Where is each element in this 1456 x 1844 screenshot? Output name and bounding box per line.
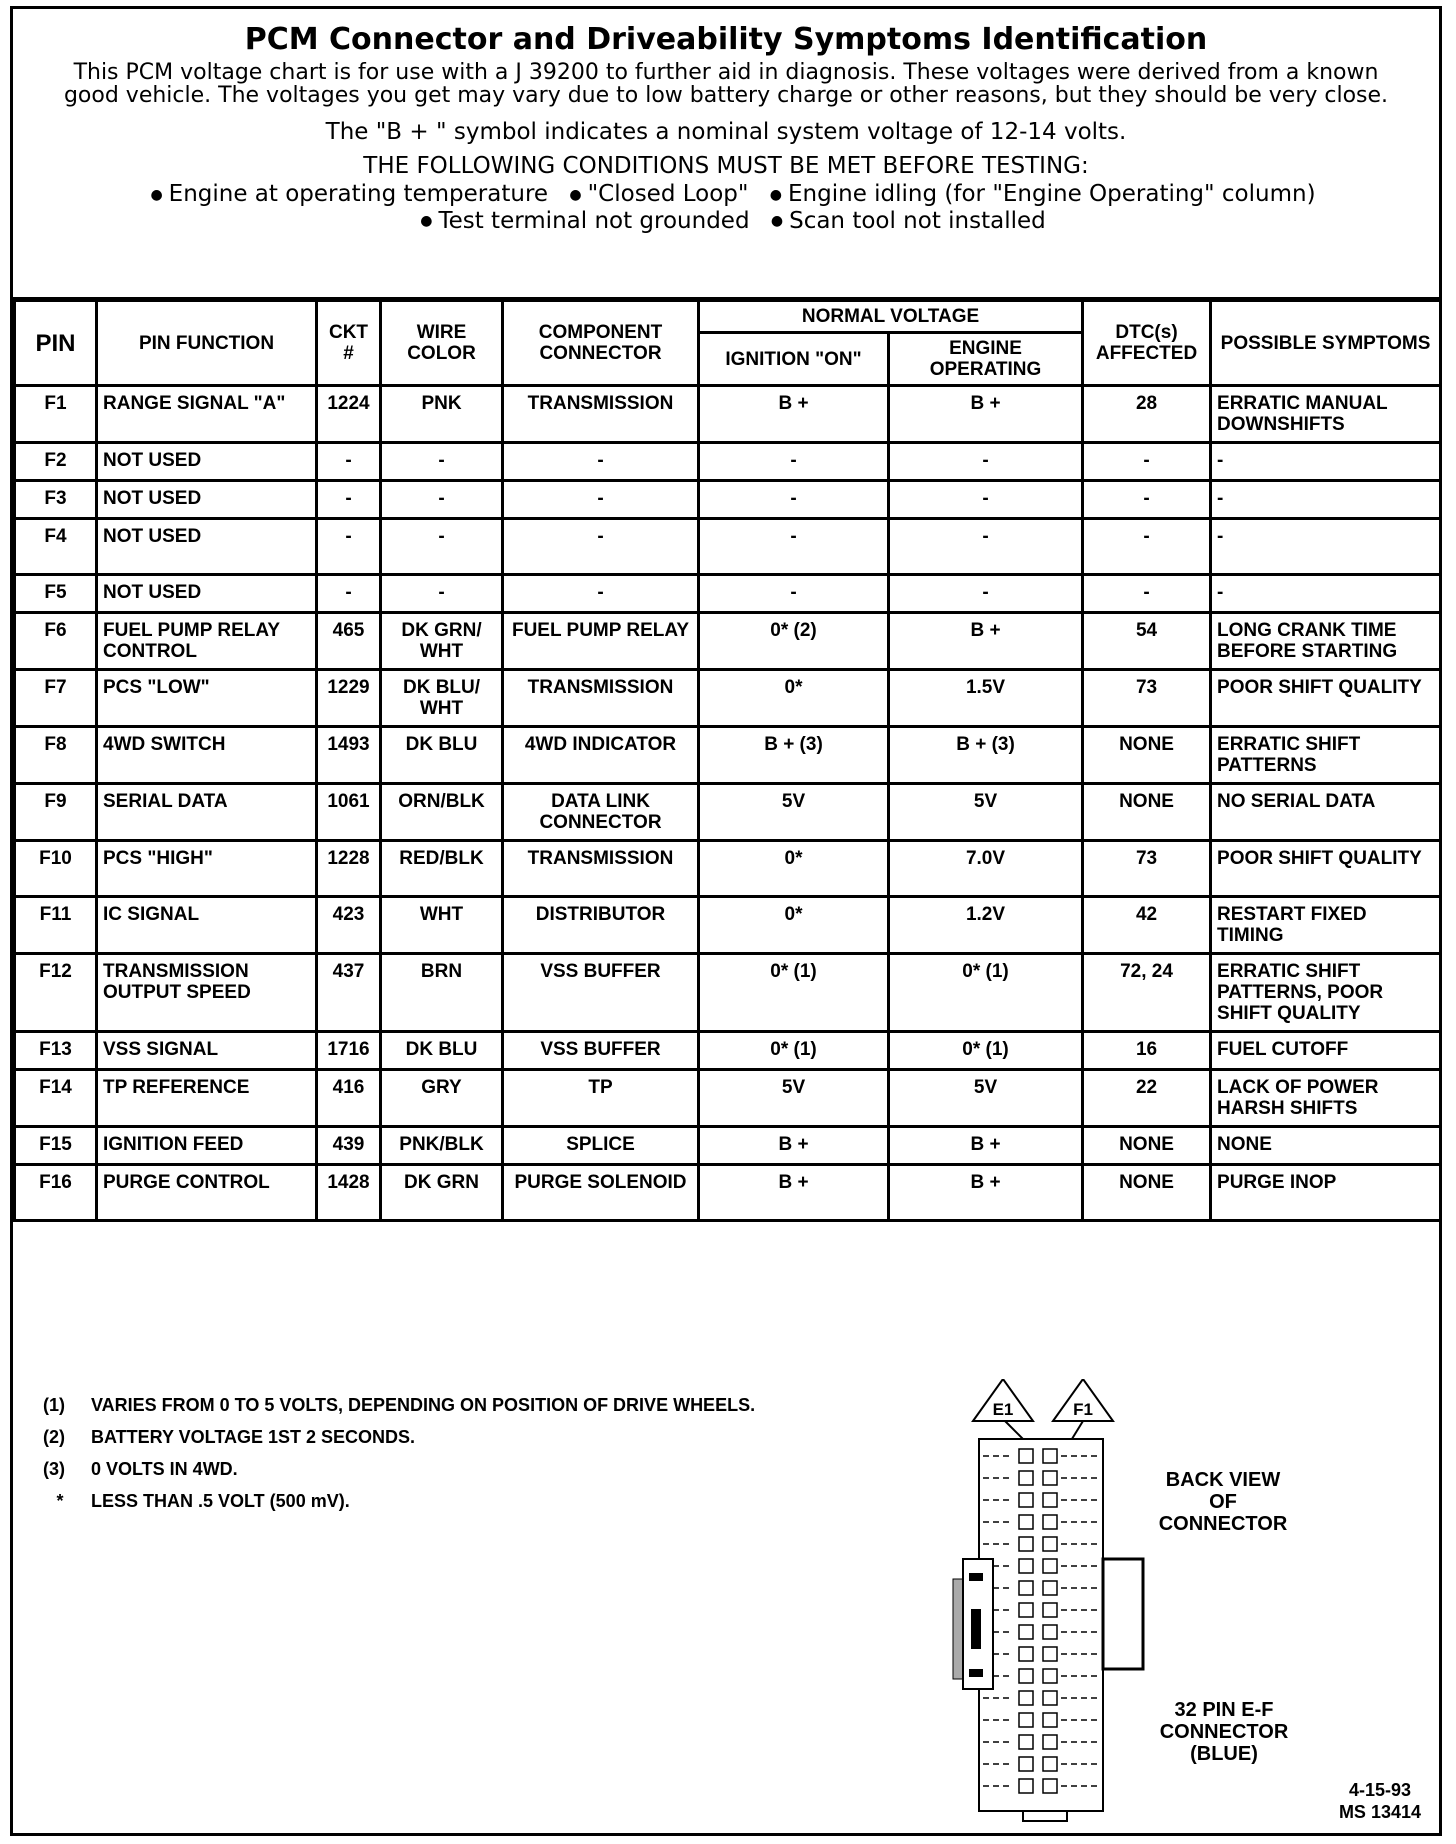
document-stamp bbox=[1339, 1779, 1421, 1823]
symptoms-cell: LACK OF POWER HARSH SHIFTS bbox=[1211, 1070, 1441, 1127]
engine-operating-cell: 1.2V bbox=[889, 897, 1083, 954]
ignition-on-cell: - bbox=[699, 443, 889, 481]
engine-operating-cell: 0* (1) bbox=[889, 1032, 1083, 1070]
ckt-cell: - bbox=[317, 575, 381, 613]
function-cell: NOT USED bbox=[97, 481, 317, 519]
footnote-key: (1) bbox=[43, 1395, 65, 1415]
col-header-normal-voltage: NORMAL VOLTAGE bbox=[699, 301, 1083, 333]
component-cell: VSS BUFFER bbox=[503, 954, 699, 1032]
engine-operating-cell: B + bbox=[889, 1127, 1083, 1165]
footnote-item bbox=[43, 1421, 755, 1453]
col-header-pin: PIN bbox=[15, 301, 97, 386]
function-cell: PCS "LOW" bbox=[97, 670, 317, 727]
component-cell: FUEL PUMP RELAY bbox=[503, 613, 699, 670]
dtc-cell: 73 bbox=[1083, 670, 1211, 727]
symptoms-cell: PURGE INOP bbox=[1211, 1165, 1441, 1221]
f1-label: F1 bbox=[1073, 1400, 1093, 1419]
pin-cell: F14 bbox=[15, 1070, 97, 1127]
component-cell: - bbox=[503, 443, 699, 481]
symptoms-cell: - bbox=[1211, 519, 1441, 575]
bullet-icon: ● bbox=[569, 186, 582, 203]
function-cell: NOT USED bbox=[97, 443, 317, 481]
bullet-icon: ● bbox=[420, 213, 433, 229]
function-cell: TRANSMISSION OUTPUT SPEED bbox=[97, 954, 317, 1032]
table-row bbox=[15, 897, 1441, 954]
table-row bbox=[15, 519, 1441, 575]
connector-pin bbox=[1043, 1559, 1057, 1573]
connector-pin bbox=[1019, 1779, 1033, 1793]
engine-operating-cell: - bbox=[889, 443, 1083, 481]
connector-pin bbox=[1019, 1471, 1033, 1485]
component-cell: TRANSMISSION bbox=[503, 386, 699, 443]
dtc-cell: 28 bbox=[1083, 386, 1211, 443]
symptoms-cell: - bbox=[1211, 481, 1441, 519]
condition-item: "Closed Loop" bbox=[587, 181, 749, 207]
connector-pin bbox=[1019, 1537, 1033, 1551]
component-cell: PURGE SOLENOID bbox=[503, 1165, 699, 1221]
wire-color-cell: DK BLU/ WHT bbox=[381, 670, 503, 727]
connector-latch bbox=[1103, 1559, 1143, 1669]
function-cell: SERIAL DATA bbox=[97, 784, 317, 841]
ckt-cell: 1716 bbox=[317, 1032, 381, 1070]
wire-color-cell: DK BLU bbox=[381, 727, 503, 784]
dtc-cell: NONE bbox=[1083, 1165, 1211, 1221]
pin-cell: F6 bbox=[15, 613, 97, 670]
footnote-key: (2) bbox=[43, 1427, 65, 1447]
table-row bbox=[15, 841, 1441, 897]
pin-cell: F8 bbox=[15, 727, 97, 784]
engine-operating-cell: 1.5V bbox=[889, 670, 1083, 727]
pin-cell: F3 bbox=[15, 481, 97, 519]
table-row bbox=[15, 1165, 1441, 1221]
dtc-cell: - bbox=[1083, 481, 1211, 519]
table-row bbox=[15, 443, 1441, 481]
connector-pin bbox=[1043, 1647, 1057, 1661]
symptoms-cell: ERRATIC SHIFT PATTERNS bbox=[1211, 727, 1441, 784]
connector-pin bbox=[1043, 1735, 1057, 1749]
ignition-on-cell: B + bbox=[699, 1165, 889, 1221]
dtc-cell: NONE bbox=[1083, 727, 1211, 784]
dtc-cell: 22 bbox=[1083, 1070, 1211, 1127]
pin-cell: F10 bbox=[15, 841, 97, 897]
ckt-cell: 1228 bbox=[317, 841, 381, 897]
conditions-title: THE FOLLOWING CONDITIONS MUST BE MET BEFORE TESTING: bbox=[363, 153, 1089, 179]
function-cell: PURGE CONTROL bbox=[97, 1165, 317, 1221]
ckt-cell: - bbox=[317, 481, 381, 519]
connector-pin bbox=[1019, 1559, 1033, 1573]
component-cell: - bbox=[503, 481, 699, 519]
connector-pin bbox=[1019, 1515, 1033, 1529]
footnote-text: LESS THAN .5 VOLT (500 mV). bbox=[91, 1491, 350, 1511]
wire-color-cell: WHT bbox=[381, 897, 503, 954]
dtc-cell: NONE bbox=[1083, 1127, 1211, 1165]
lock-mark bbox=[969, 1669, 983, 1677]
stamp-code: MS 13414 bbox=[1338, 1802, 1421, 1822]
dtc-cell: - bbox=[1083, 519, 1211, 575]
ckt-cell: 1229 bbox=[317, 670, 381, 727]
function-cell: NOT USED bbox=[97, 519, 317, 575]
wire-color-cell: BRN bbox=[381, 954, 503, 1032]
conditions-line-1 bbox=[13, 181, 1439, 208]
dtc-cell: 54 bbox=[1083, 613, 1211, 670]
footnote-key: (3) bbox=[43, 1459, 65, 1479]
connector-pin bbox=[1043, 1625, 1057, 1639]
component-cell: - bbox=[503, 575, 699, 613]
ignition-on-cell: 0* (2) bbox=[699, 613, 889, 670]
bullet-icon: ● bbox=[769, 186, 783, 203]
connector-pin bbox=[1019, 1647, 1033, 1661]
connector-pin bbox=[1043, 1471, 1057, 1485]
conditions-line-2 bbox=[13, 208, 1439, 235]
ckt-cell: 1061 bbox=[317, 784, 381, 841]
symptoms-cell: NONE bbox=[1211, 1127, 1441, 1165]
table-row bbox=[15, 1032, 1441, 1070]
connector-pin bbox=[1019, 1493, 1033, 1507]
table-body bbox=[15, 386, 1441, 1221]
wire-color-cell: DK BLU bbox=[381, 1032, 503, 1070]
pin-cell: F12 bbox=[15, 954, 97, 1032]
lock-mark bbox=[971, 1609, 981, 1649]
function-cell: IGNITION FEED bbox=[97, 1127, 317, 1165]
ignition-on-cell: - bbox=[699, 481, 889, 519]
ignition-on-cell: 5V bbox=[699, 1070, 889, 1127]
col-header-wire-color: WIRE COLOR bbox=[381, 301, 503, 386]
connector-pin bbox=[1019, 1581, 1033, 1595]
e1-label: E1 bbox=[992, 1400, 1014, 1419]
condition-item: Scan tool not installed bbox=[789, 207, 1046, 234]
ignition-on-cell: 0* bbox=[699, 897, 889, 954]
back-view-label: BACK VIEW OF CONNECTOR bbox=[1158, 1469, 1288, 1535]
table-row bbox=[15, 386, 1441, 443]
connector-pin bbox=[1043, 1779, 1057, 1793]
symptoms-cell: - bbox=[1211, 443, 1441, 481]
engine-operating-cell: B + bbox=[889, 386, 1083, 443]
pcm-voltage-table bbox=[13, 299, 1442, 1222]
connector-pin bbox=[1019, 1669, 1033, 1683]
footnote-item bbox=[43, 1485, 755, 1517]
col-header-engine-operating: ENGINE OPERATING bbox=[889, 333, 1083, 386]
function-cell: 4WD SWITCH bbox=[97, 727, 317, 784]
wire-color-cell: ORN/BLK bbox=[381, 784, 503, 841]
connector-pin bbox=[1043, 1493, 1057, 1507]
function-cell: FUEL PUMP RELAY CONTROL bbox=[97, 613, 317, 670]
component-cell: DATA LINK CONNECTOR bbox=[503, 784, 699, 841]
footnote-item bbox=[43, 1389, 755, 1421]
document-frame bbox=[10, 6, 1442, 1836]
table-row bbox=[15, 670, 1441, 727]
table-row bbox=[15, 784, 1441, 841]
col-header-ignition-on: IGNITION "ON" bbox=[699, 333, 889, 386]
pin-cell: F2 bbox=[15, 443, 97, 481]
pin-cell: F11 bbox=[15, 897, 97, 954]
engine-operating-cell: 5V bbox=[889, 1070, 1083, 1127]
connector-pin bbox=[1043, 1691, 1057, 1705]
function-cell: TP REFERENCE bbox=[97, 1070, 317, 1127]
connector-pin bbox=[1019, 1603, 1033, 1617]
pcm-table-wrapper bbox=[13, 299, 1439, 1222]
dtc-cell: 72, 24 bbox=[1083, 954, 1211, 1032]
component-cell: SPLICE bbox=[503, 1127, 699, 1165]
footnote-text: BATTERY VOLTAGE 1ST 2 SECONDS. bbox=[91, 1427, 416, 1447]
lock-mark bbox=[969, 1573, 983, 1581]
wire-color-cell: - bbox=[381, 443, 503, 481]
connector-diagram bbox=[943, 1379, 1423, 1829]
pin-cell: F16 bbox=[15, 1165, 97, 1221]
bplus-note: The "B + " symbol indicates a nominal system voltage of 12-14 volts. bbox=[325, 119, 1127, 145]
component-cell: DISTRIBUTOR bbox=[503, 897, 699, 954]
engine-operating-cell: 7.0V bbox=[889, 841, 1083, 897]
ckt-cell: 1224 bbox=[317, 386, 381, 443]
connector-pin bbox=[1043, 1669, 1057, 1683]
engine-operating-cell: - bbox=[889, 575, 1083, 613]
pin-cell: F15 bbox=[15, 1127, 97, 1165]
footnote-item bbox=[43, 1453, 755, 1485]
wire-color-cell: - bbox=[381, 481, 503, 519]
symptoms-cell: NO SERIAL DATA bbox=[1211, 784, 1441, 841]
table-row bbox=[15, 575, 1441, 613]
wire-color-cell: - bbox=[381, 575, 503, 613]
intro-paragraph: This PCM voltage chart is for use with a J 39200 to further aid in diagnosis. These voltages were derived from a known good vehicle. The voltages you get may vary due to low battery charge or other reasons, but they should be very close. bbox=[63, 60, 1389, 108]
function-cell: VSS SIGNAL bbox=[97, 1032, 317, 1070]
dtc-cell: NONE bbox=[1083, 784, 1211, 841]
wire-color-cell: GRY bbox=[381, 1070, 503, 1127]
ignition-on-cell: 0* (1) bbox=[699, 1032, 889, 1070]
connector-pin bbox=[1043, 1713, 1057, 1727]
col-header-pin-function: PIN FUNCTION bbox=[97, 301, 317, 386]
function-cell: RANGE SIGNAL "A" bbox=[97, 386, 317, 443]
engine-operating-cell: B + (3) bbox=[889, 727, 1083, 784]
pin-cell: F4 bbox=[15, 519, 97, 575]
bullet-icon: ● bbox=[770, 213, 784, 229]
table-row bbox=[15, 1070, 1441, 1127]
footnote-text: 0 VOLTS IN 4WD. bbox=[91, 1459, 238, 1479]
ignition-on-cell: 0* bbox=[699, 670, 889, 727]
connector-pin bbox=[1043, 1449, 1057, 1463]
page-title: PCM Connector and Driveability Symptoms Identification bbox=[244, 22, 1208, 57]
condition-item: Engine at operating temperature bbox=[168, 181, 549, 207]
pin-cell: F13 bbox=[15, 1032, 97, 1070]
symptoms-cell: FUEL CUTOFF bbox=[1211, 1032, 1441, 1070]
wire-color-cell: - bbox=[381, 519, 503, 575]
wire-color-cell: DK GRN/ WHT bbox=[381, 613, 503, 670]
col-header-ckt: CKT # bbox=[317, 301, 381, 386]
wire-color-cell: RED/BLK bbox=[381, 841, 503, 897]
ignition-on-cell: B + bbox=[699, 1127, 889, 1165]
col-header-component-connector: COMPONENT CONNECTOR bbox=[503, 301, 699, 386]
table-row bbox=[15, 1127, 1441, 1165]
connector-pin bbox=[1019, 1757, 1033, 1771]
symptoms-cell: POOR SHIFT QUALITY bbox=[1211, 670, 1441, 727]
connector-pin bbox=[1043, 1537, 1057, 1551]
connector-pin bbox=[1043, 1581, 1057, 1595]
connector-pin bbox=[1019, 1735, 1033, 1749]
symptoms-cell: RESTART FIXED TIMING bbox=[1211, 897, 1441, 954]
condition-item: Test terminal not grounded bbox=[438, 207, 750, 234]
symptoms-cell: LONG CRANK TIME BEFORE STARTING bbox=[1211, 613, 1441, 670]
engine-operating-cell: - bbox=[889, 481, 1083, 519]
engine-operating-cell: 0* (1) bbox=[889, 954, 1083, 1032]
table-row bbox=[15, 481, 1441, 519]
ckt-cell: 1428 bbox=[317, 1165, 381, 1221]
ignition-on-cell: 0* (1) bbox=[699, 954, 889, 1032]
function-cell: NOT USED bbox=[97, 575, 317, 613]
ignition-on-cell: B + (3) bbox=[699, 727, 889, 784]
ignition-on-cell: - bbox=[699, 519, 889, 575]
footnote-key: * bbox=[56, 1491, 64, 1511]
ckt-cell: 465 bbox=[317, 613, 381, 670]
connector-side-tab bbox=[953, 1579, 963, 1679]
connector-pin bbox=[1019, 1691, 1033, 1705]
ignition-on-cell: B + bbox=[699, 386, 889, 443]
ckt-cell: - bbox=[317, 519, 381, 575]
engine-operating-cell: B + bbox=[889, 613, 1083, 670]
component-cell: VSS BUFFER bbox=[503, 1032, 699, 1070]
stamp-date: 4-15-93 bbox=[1348, 1780, 1411, 1800]
connector-pin bbox=[1043, 1603, 1057, 1617]
col-header-dtc: DTC(s) AFFECTED bbox=[1083, 301, 1211, 386]
symptoms-cell: - bbox=[1211, 575, 1441, 613]
ckt-cell: 416 bbox=[317, 1070, 381, 1127]
component-cell: TRANSMISSION bbox=[503, 841, 699, 897]
symptoms-cell: ERRATIC MANUAL DOWNSHIFTS bbox=[1211, 386, 1441, 443]
function-cell: IC SIGNAL bbox=[97, 897, 317, 954]
pin-cell: F7 bbox=[15, 670, 97, 727]
component-cell: - bbox=[503, 519, 699, 575]
dtc-cell: 42 bbox=[1083, 897, 1211, 954]
connector-pin bbox=[1019, 1625, 1033, 1639]
symptoms-cell: ERRATIC SHIFT PATTERNS, POOR SHIFT QUALITY bbox=[1211, 954, 1441, 1032]
dtc-cell: 16 bbox=[1083, 1032, 1211, 1070]
col-header-symptoms: POSSIBLE SYMPTOMS bbox=[1211, 301, 1441, 386]
connector-pin bbox=[1019, 1449, 1033, 1463]
engine-operating-cell: 5V bbox=[889, 784, 1083, 841]
dtc-cell: - bbox=[1083, 443, 1211, 481]
connector-body bbox=[979, 1439, 1103, 1811]
component-cell: TP bbox=[503, 1070, 699, 1127]
connector-bottom-tab bbox=[1023, 1811, 1067, 1821]
ignition-on-cell: - bbox=[699, 575, 889, 613]
footnote-text: VARIES FROM 0 TO 5 VOLTS, DEPENDING ON POSITION OF DRIVE WHEELS. bbox=[91, 1395, 756, 1415]
document-header bbox=[13, 9, 1439, 300]
pin-cell: F5 bbox=[15, 575, 97, 613]
ckt-cell: 439 bbox=[317, 1127, 381, 1165]
ckt-cell: 1493 bbox=[317, 727, 381, 784]
engine-operating-cell: - bbox=[889, 519, 1083, 575]
ckt-cell: 423 bbox=[317, 897, 381, 954]
connector-name-label: 32 PIN E-F CONNECTOR (BLUE) bbox=[1159, 1699, 1289, 1765]
table-header-row bbox=[15, 301, 1441, 333]
ignition-on-cell: 5V bbox=[699, 784, 889, 841]
dtc-cell: - bbox=[1083, 575, 1211, 613]
connector-pin bbox=[1019, 1713, 1033, 1727]
table-row bbox=[15, 954, 1441, 1032]
component-cell: TRANSMISSION bbox=[503, 670, 699, 727]
ignition-on-cell: 0* bbox=[699, 841, 889, 897]
component-cell: 4WD INDICATOR bbox=[503, 727, 699, 784]
symptoms-cell: POOR SHIFT QUALITY bbox=[1211, 841, 1441, 897]
pin-cell: F9 bbox=[15, 784, 97, 841]
ckt-cell: - bbox=[317, 443, 381, 481]
connector-pin bbox=[1043, 1515, 1057, 1529]
condition-item: Engine idling (for "Engine Operating" column) bbox=[788, 181, 1316, 207]
wire-color-cell: DK GRN bbox=[381, 1165, 503, 1221]
bullet-icon: ● bbox=[150, 186, 163, 203]
ckt-cell: 437 bbox=[317, 954, 381, 1032]
table-row bbox=[15, 727, 1441, 784]
function-cell: PCS "HIGH" bbox=[97, 841, 317, 897]
dtc-cell: 73 bbox=[1083, 841, 1211, 897]
wire-color-cell: PNK bbox=[381, 386, 503, 443]
pin-cell: F1 bbox=[15, 386, 97, 443]
wire-color-cell: PNK/BLK bbox=[381, 1127, 503, 1165]
table-row bbox=[15, 613, 1441, 670]
connector-pin bbox=[1043, 1757, 1057, 1771]
footnotes bbox=[43, 1389, 755, 1517]
engine-operating-cell: B + bbox=[889, 1165, 1083, 1221]
